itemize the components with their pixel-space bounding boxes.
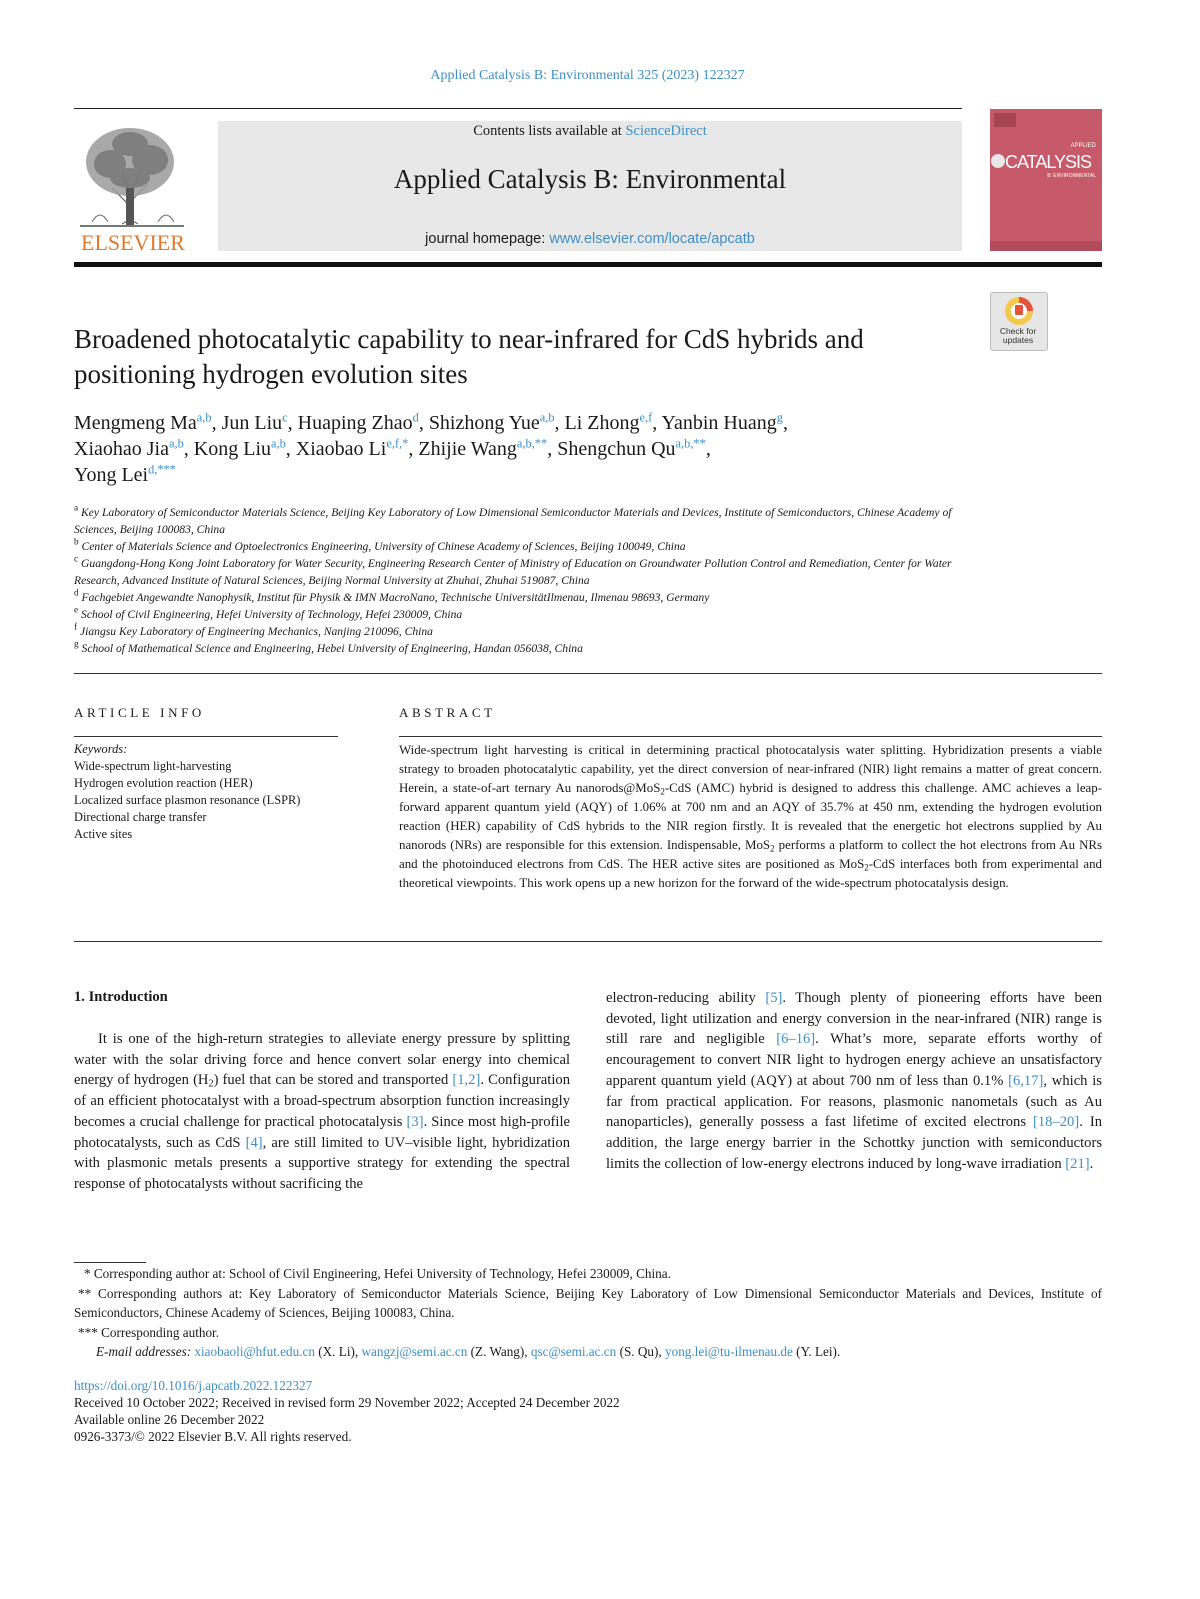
author[interactable]: Li Zhong$^{e,f}$,	[564, 410, 662, 434]
elsevier-tree-icon	[72, 122, 194, 254]
email-link[interactable]: xiaobaoli@hfut.edu.cn	[194, 1344, 315, 1360]
author[interactable]: Jun Liu$^c$,	[221, 410, 298, 434]
affiliation: $^g$ School of Mathematical Science and Engineering, Hebei University of Engineering, Handan 056038, China	[74, 639, 583, 655]
affiliation: $^f$ Jiangsu Key Laboratory of Engineering Mechanics, Nanjing 210096, China	[74, 622, 433, 638]
cover-logo-text: CATALYSIS	[1005, 152, 1092, 172]
available-online: Available online 26 December 2022	[74, 1412, 265, 1427]
footnotes	[74, 1264, 1102, 1362]
footnote: ** Corresponding authors at: Key Laboratory of Semiconductor Materials Science, Beijing Key Laboratory of Low Dimensional Semiconductor Materials and Devices, Institute of Semiconductors, Chinese Academy of Sciences, Beijing 100083, China.	[74, 1285, 1102, 1321]
email-link[interactable]: yong.lei@tu-ilmenau.de	[665, 1344, 793, 1360]
citation-link[interactable]: [3]	[406, 1113, 424, 1130]
header-thick-rule	[74, 262, 1102, 267]
check-updates-icon	[991, 293, 1047, 329]
contents-line	[218, 123, 962, 140]
author[interactable]: Yanbin Huang$^g$,	[661, 410, 788, 434]
homepage-link[interactable]: www.elsevier.com/locate/apcatb	[549, 231, 755, 247]
journal-title: Applied Catalysis B: Environmental	[393, 164, 787, 194]
affiliation: $^b$ Center of Materials Science and Optoelectronics Engineering, University of Chinese Academy of Sciences, Beijing 100049, China	[74, 537, 686, 553]
sciencedirect-link[interactable]: ScienceDirect	[625, 123, 707, 139]
footnote-rule	[74, 1262, 146, 1263]
keyword: Localized surface plasmon resonance (LSPR)	[74, 793, 301, 807]
email-link[interactable]: qsc@semi.ac.cn	[530, 1344, 617, 1360]
citation-link[interactable]: [1,2]	[452, 1072, 481, 1089]
affiliation: $^c$ Guangdong-Hong Kong Joint Laboratory for Water Security, Engineering Research Center of Ministry of Education on Groundwater Pollution Control and Remediation, Center for Water Research, Advanced Institute of Natural Sciences, Beijing Normal University at Zhuhai, Zhuhai 519087, China	[74, 554, 952, 587]
contents-prefix: Contents lists available at	[473, 123, 622, 139]
affiliation: $^e$ School of Civil Engineering, Hefei University of Technology, Hefei 230009, China	[74, 605, 463, 621]
citation-link[interactable]: [6,17]	[1008, 1072, 1044, 1089]
citation-link[interactable]: [21]	[1065, 1155, 1090, 1172]
footnote: *** Corresponding author.	[78, 1324, 220, 1340]
journal-cover-art	[990, 109, 1102, 251]
top-rule	[74, 108, 962, 109]
article-info-rule	[74, 736, 338, 737]
doi-link[interactable]: https://doi.org/10.1016/j.apcatb.2022.122327	[74, 1378, 313, 1393]
keyword: Wide-spectrum light-harvesting	[74, 759, 232, 773]
article-title: Broadened photocatalytic capability to near-infrared for CdS hybrids and positioning hydrogen evolution sites	[74, 324, 864, 389]
section-rule	[74, 673, 1102, 674]
citation-link[interactable]: [6–16]	[776, 1031, 816, 1048]
keywords-label: Keywords:	[74, 742, 128, 756]
email-link[interactable]: wangzj@semi.ac.cn	[361, 1344, 468, 1360]
citation-link[interactable]: [4]	[245, 1134, 263, 1151]
keyword: Directional charge transfer	[74, 810, 207, 824]
author[interactable]: Xiaobao $Li^{e,f,*}$,	[295, 436, 419, 460]
intro-column-left: It is one of the high-return strategies to alleviate energy pressure by splitting water with the solar driving force and hence convert solar energy into chemical energy of hydrogen $(H_2)$ fuel that can be stored and transported [1,2]. Configuration of an efficient photocatalyst with a broad-spectrum absorption function increasingly becomes a crucial challenge for practical photocatalysis [3]. Since most high-profile photocatalysts, such as CdS [4], are still limited to UV–visible light, hybridization with plasmonic metals presents a supportive strategy for extending the spectral response of photocatalysts without sacrificing the	[74, 1031, 570, 1192]
elsevier-wordmark: ELSEVIER	[81, 230, 185, 254]
journal-reference[interactable]: Applied Catalysis B: Environmental 325 (2023) 122327	[430, 68, 745, 83]
cover-top-text: APPLIED	[1070, 143, 1096, 149]
abstract-heading: ABSTRACT	[399, 705, 496, 720]
keywords-block	[74, 741, 344, 843]
check-updates-label: Check for updates	[999, 326, 1037, 345]
affiliation-list	[74, 504, 974, 657]
author[interactable]: Shizhong Yue$^{a,b}$,	[428, 410, 565, 434]
footnote: * Corresponding author at: School of Civil Engineering, Hefei University of Technology, Hefei 230009, China.	[84, 1266, 671, 1281]
homepage-prefix: journal homepage:	[425, 231, 546, 247]
abstract-rule	[399, 736, 1102, 737]
keyword: Active sites	[74, 827, 133, 841]
keyword: Hydrogen evolution reaction (HER)	[74, 776, 253, 790]
intro-column-right: electron-reducing ability [5]. Though plenty of pioneering efforts have been devoted, light utilization and energy conversion in the near-infrared (NIR) range is still rare and negligible [6–16]. What’s more, separate efforts worthy of encouragement to convert NIR light to hydrogen energy achieve an unsatisfactory apparent quantum yield (AQY) at about 700 nm of less than 0.1% [6,17], which is far from practical application. For reasons, plasmonic nanometals (such as Au nanoparticles), generally possess a fast lifetime of excited electrons [18–20]. In addition, the large energy barrier in the Schottky junction with semiconductors limits the collection of low-energy electrons induced by long-wave irradiation [21].	[606, 990, 1103, 1172]
author[interactable]: Kong Liu$^{a,b}$,	[193, 436, 296, 460]
cover-sub-text: B: ENVIRONMENTAL	[1047, 173, 1096, 179]
received-dates: Received 10 October 2022; Received in revised form 29 November 2022; Accepted 24 December 2022	[74, 1395, 620, 1410]
affiliation: $^a$ Key Laboratory of Semiconductor Materials Science, Beijing Key Laboratory of Low Dimensional Semiconductor Materials and Devices, Institute of Semiconductors, Chinese Academy of Sciences, Beijing 100083, China	[74, 503, 952, 536]
publication-info	[74, 1377, 1102, 1445]
email-addresses: E-mail addresses: xiaobaoli@hfut.edu.cn (X. Li), wangzj@semi.ac.cn (Z. Wang), qsc@semi.ac.cn (S. Qu), yong.lei@tu-ilmenau.de (Y. Lei).	[96, 1344, 841, 1360]
article-info-heading: ARTICLE INFO	[74, 705, 205, 720]
abstract-bottom-rule	[74, 941, 1102, 942]
citation-link[interactable]: [18–20]	[1033, 1114, 1080, 1131]
elsevier-logo[interactable]	[72, 122, 194, 254]
intro-heading: 1. Introduction	[74, 989, 168, 1005]
copyright: 0926-3373/© 2022 Elsevier B.V. All rights reserved.	[74, 1429, 352, 1444]
author[interactable]: Shengchun $Qu^{a,b,**}$,	[557, 436, 711, 460]
affiliation: $^d$ Fachgebiet Angewandte Nanophysik, Institut für Physik & IMN MacroNano, Technische UniversitätIlmenau, Ilmenau 98693, Germany	[74, 588, 710, 604]
author-list	[74, 410, 994, 488]
author[interactable]: Yong Lei$^{d,***}$	[74, 462, 176, 486]
author[interactable]: Mengmeng Ma$^{a,b}$,	[74, 410, 222, 434]
author[interactable]: Zhijie Wang$^{a,b,**}$,	[418, 436, 558, 460]
abstract-text: Wide-spectrum light harvesting is critical in determining practical photocatalysis water splitting. Hybridization presents a viable strategy to broaden photocatalytic capability, yet the direct conversion of near-infrared (NIR) light remains a matter of great concern. Herein, a state-of-art ternary Au nanorods@MoS$_2$-CdS (AMC) hybrid is designed to address this challenge. AMC achieves a leap-forward apparent quantum yield (AQY) of 1.06% at 700 nm and an AQY of 35.7% at 450 nm, extending the hydrogen evolution reaction (HER) capability of CdS hybrids to the NIR region firstly. It is revealed that the energetic hot electrons supplied by Au nanorods (NRs) are responsible for this extension. Indispensable, MoS$_2$ performs a platform to collect the hot electrons from Au NRs and the photoinduced electrons from CdS. The HER active sites are positioned as MoS$_2$-CdS interfaces both from experimental and theoretical viewpoints. This work opens up a new horizon for the forward of the wide-spectrum photocatalysis design.	[399, 743, 1103, 890]
author[interactable]: Huaping Zhao$^d$,	[297, 410, 429, 434]
citation-link[interactable]: [5]	[765, 990, 783, 1006]
author[interactable]: Xiaohao Jia$^{a,b}$,	[74, 436, 194, 460]
journal-cover[interactable]	[990, 109, 1102, 251]
homepage-line	[218, 231, 962, 247]
